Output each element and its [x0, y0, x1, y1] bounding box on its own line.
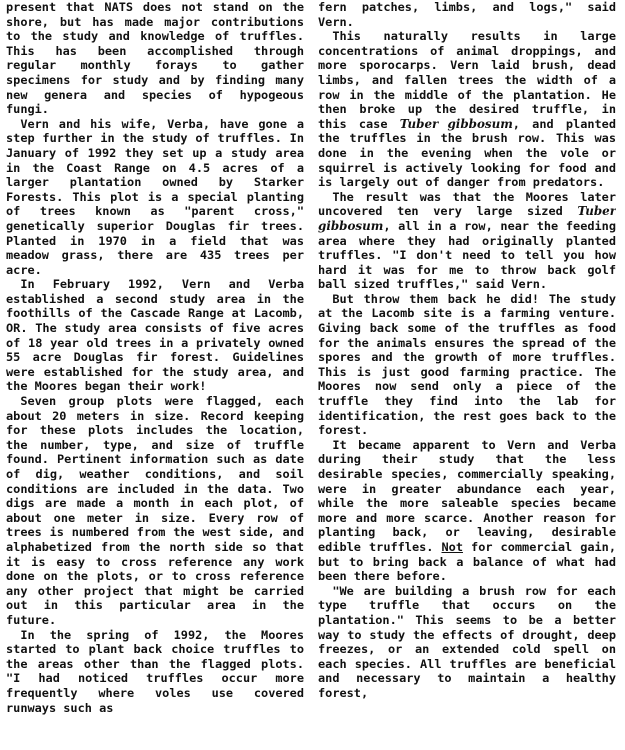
- paragraph: Seven group plots were flagged, each about 20 meters in size. Record keeping for these plots includes the location, the number, type, and size of truffle found. Pertinent information such as date of dig, weather conditions, and soil conditions are included in the data. Two digs are made a month in each plot, of about one meter in size. Every row of trees is numbered from the west side, and alphabetized from the north side so that it is easy to cross reference any work done on the plots, or to cross reference any other project that might be carried out in this particular area in the future.: [6, 394, 304, 627]
- text-run: This naturally results in large concentrations of animal droppings, and more sporocarps. Vern laid brush, dead limbs, and fallen trees the width of a row in the middle of the plantation. He then broke up the desired truffle, in this case: [318, 29, 616, 131]
- species-name: Tuber gibbosum: [399, 116, 513, 131]
- paragraph: In February 1992, Vern and Verba established a second study area in the foothills of the Cascade Range at Lacomb, OR. The study area consists of five acres of 18 year old trees in a privately owned 55 acre Douglas fir forest. Guidelines were established for the study area, and the Moores began their work!: [6, 277, 304, 394]
- text-run: It became apparent to Vern and Verba during their study that the less desirable species, commercially speaking, were in greater abundance each year, while the more saleable species became more and more scarce. Another reason for planting back, or leaving, desirable edible truffles.: [318, 437, 616, 554]
- species-name: Tuber gibbosum: [318, 204, 616, 233]
- paragraph: But throw them back he did! The study at the Lacomb site is a farming venture. Giving back some of the truffles as food for the animals ensures the spread of the spores and the growth of more truffles. This is just good farming practice. The Moores now send only a piece of the truffle they find into the lab for identification, the rest goes back to the forest.: [318, 291, 616, 438]
- underlined-word: Not: [441, 539, 463, 554]
- paragraph: [318, 190, 616, 292]
- paragraph: In the spring of 1992, the Moores started to plant back choice truffles to the areas other than the flagged plots. "I had noticed truffles occur more frequently where voles use covered runways such as: [6, 627, 304, 715]
- text-run: The result was that the Moores later uncovered ten very large sized: [318, 189, 616, 219]
- text-run: , and planted the truffles in the brush row. This was done in the evening when the vole or squirrel is actively looking for food and is largely out of danger from predators.: [318, 116, 616, 190]
- paragraph: present that NATS does not stand on the shore, but has made major contributions to the study and knowledge of truffles. This has been accomplished through regular monthly forays to gather specimens for study and by finding many new genera and species of hypogeous fungi.: [6, 0, 304, 117]
- paragraph: [318, 29, 616, 190]
- left-column: [6, 0, 304, 750]
- right-column: [318, 0, 616, 750]
- text-run: , all in a row, near the feeding area where they had originally planted truffles. "I don't need to tell you how hard it was for me to throw back golf ball sized truffles," said Vern.: [318, 218, 616, 292]
- paragraph: Vern and his wife, Verba, have gone a step further in the study of truffles. In January of 1992 they set up a study area in the Coast Range on 4.5 acres of a larger plantation owned by Starker Forests. This plot is a special planting of trees known as "parent cross," genetically superior Douglas fir trees. Planted in 1970 in a field that was meadow grass, there are 435 trees per acre.: [6, 116, 304, 277]
- paragraph: fern patches, limbs, and logs," said Vern.: [318, 0, 616, 29]
- paragraph: "We are building a brush row for each type truffle that occurs on the plantation." This seems to be a better way to study the effects of drought, deep freezes, or an extended cold spell on each species. All truffles are beneficial and necessary to maintain a healthy forest,: [318, 583, 616, 700]
- text-run: for commercial gain, but to bring back a balance of what had been there before.: [318, 539, 616, 584]
- paragraph: [318, 438, 616, 584]
